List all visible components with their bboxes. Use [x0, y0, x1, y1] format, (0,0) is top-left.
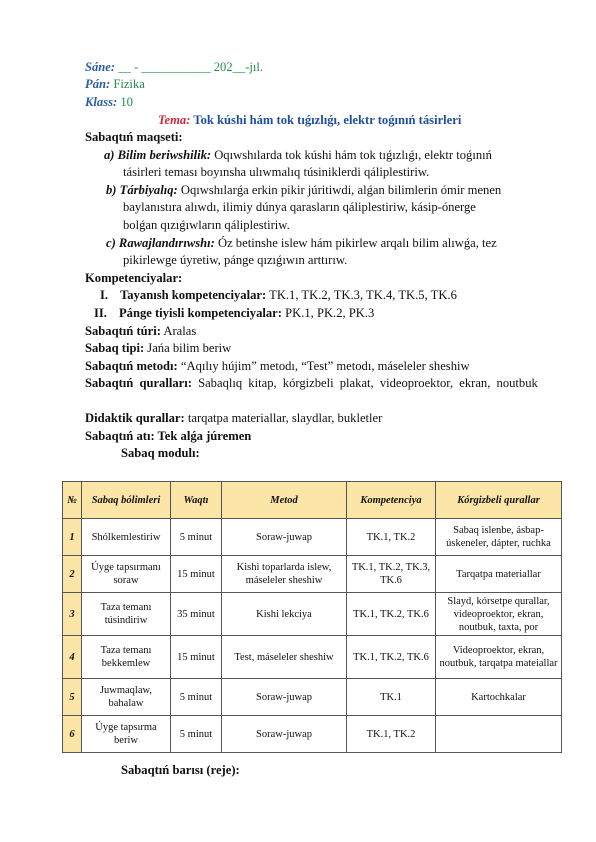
lesson-tools [85, 375, 560, 392]
row-number: 5 [63, 679, 82, 716]
col-header-time: Waqtı [171, 482, 222, 519]
competency-ii [94, 305, 560, 322]
goal-c-label: c) Rawajlandırıwshı: [106, 236, 215, 250]
date-label: Sáne: [85, 60, 116, 74]
col-header-method: Metod [222, 482, 347, 519]
date-value: __ - ___________ 202__-jıl. [115, 60, 264, 74]
goal-a-text-2: tásirleri teması boyınsha ulıwmalıq túsiniklerdi qáliplestiriw. [123, 165, 430, 179]
table-row [63, 519, 562, 556]
table-header-row [63, 482, 562, 519]
col-header-visual-aids: Kórgizbeli qurallar [436, 482, 562, 519]
row-competency: TK.1, TK.2 [347, 519, 436, 556]
table-row [63, 679, 562, 716]
goals-title: Sabaqtıń maqseti: [85, 130, 183, 144]
topic-value: Tok kúshi hám tok tıǵızlıǵı, elektr toǵınıń tásirleri [190, 113, 462, 127]
competency-i [100, 287, 560, 304]
table-row [63, 716, 562, 753]
class-line [85, 94, 560, 111]
goal-c-text-1: Óz betinshe islew hám pikirlew arqalı bilim alıwǵa, tez [214, 236, 497, 250]
row-number: 4 [63, 636, 82, 679]
competency-i-number: I. [100, 288, 109, 302]
row-visual-aids: Tarqatpa materiallar [436, 556, 562, 593]
row-number: 3 [63, 593, 82, 636]
date-line [85, 59, 560, 76]
goal-b-line1 [106, 182, 560, 199]
row-visual-aids [436, 716, 562, 753]
lesson-type [85, 323, 560, 340]
goal-a-text-1: Oqıwshılarda tok kúshi hám tok tıǵızlıǵı, elektr toǵınıń [211, 148, 492, 162]
subject-line [85, 76, 560, 93]
subject-value: Fizika [110, 77, 145, 91]
lesson-tools-value: Sabaqlıq kitap, kórgizbeli plakat, videoproektor, ekran, noutbuk [191, 376, 538, 390]
row-section: Juwmaqlaw, bahalaw [82, 679, 171, 716]
row-number: 2 [63, 556, 82, 593]
competency-i-title: Tayanısh kompetenciyalar: [120, 288, 267, 302]
goal-c-line1 [106, 235, 560, 252]
col-header-number: № [63, 482, 82, 519]
lesson-motto: Sabaqtıń atı: Tek alǵa júremen [85, 429, 252, 443]
topic-line [158, 112, 560, 129]
class-value: 10 [117, 95, 133, 109]
didactic-tools-value: tarqatpa materiallar, slaydlar, bukletler [184, 411, 383, 425]
lesson-tools-label: Sabaqtıń quralları: [85, 376, 192, 390]
didactic-tools [85, 410, 560, 427]
row-method: Test, máseleler sheshiw [222, 636, 347, 679]
lesson-module-table [62, 481, 562, 753]
row-section: Úyge tapsırma beriw [82, 716, 171, 753]
goal-b-text-1: Oqıwshılarǵa erkin pikir júritiwdi, alǵan bilimlerin ómir menen [177, 183, 502, 197]
goal-a-label: a) Bilim beriwshilik: [104, 148, 212, 162]
module-title: Sabaq modulı: [121, 446, 200, 460]
competency-ii-value: PK.1, PK.2, PK.3 [281, 306, 375, 320]
row-time: 15 minut [171, 556, 222, 593]
row-visual-aids: Videoproektor, ekran, noutbuk, tarqatpa mateiallar [436, 636, 562, 679]
row-method: Kishi lekciya [222, 593, 347, 636]
lesson-kind-label: Sabaq tipi: [85, 341, 145, 355]
row-time: 15 minut [171, 636, 222, 679]
lesson-kind-value: Jańa bilim beriw [144, 341, 232, 355]
row-time: 5 minut [171, 679, 222, 716]
row-number: 1 [63, 519, 82, 556]
topic-label: Tema: [158, 113, 191, 127]
lesson-kind [85, 340, 560, 357]
row-competency: TK.1, TK.2, TK.6 [347, 636, 436, 679]
row-time: 5 minut [171, 716, 222, 753]
lesson-method-label: Sabaqtıń metodı: [85, 359, 178, 373]
row-time: 5 minut [171, 519, 222, 556]
subject-label: Pán: [85, 77, 111, 91]
row-competency: TK.1, TK.2, TK.6 [347, 593, 436, 636]
lesson-progress-title: Sabaqtıń barısı (reje): [121, 763, 240, 777]
lesson-method [85, 358, 560, 375]
row-section: Úyge tapsırmanı soraw [82, 556, 171, 593]
row-section: Taza temanı túsindiriw [82, 593, 171, 636]
row-method: Soraw-juwap [222, 519, 347, 556]
row-competency: TK.1 [347, 679, 436, 716]
col-header-section: Sabaq bólimleri [82, 482, 171, 519]
lesson-type-value: Aralas [160, 324, 197, 338]
col-header-competency: Kompetenciya [347, 482, 436, 519]
row-number: 6 [63, 716, 82, 753]
row-visual-aids: Slayd, kórsetpe qurallar, videoproektor, ekran, noutbuk, taxta, por [436, 593, 562, 636]
row-section: Taza temanı bekkemlew [82, 636, 171, 679]
competencies-title: Kompetenciyalar: [85, 271, 183, 285]
competency-i-value: TK.1, TK.2, TK.3, TK.4, TK.5, TK.6 [266, 288, 457, 302]
row-method: Soraw-juwap [222, 716, 347, 753]
goal-b-text-3: bolǵan qızıǵıwların qáliplestiriw. [123, 218, 290, 232]
row-visual-aids: Sabaq islenbe, ásbap-úskeneler, dápter, ruchka [436, 519, 562, 556]
table-row [63, 556, 562, 593]
row-method: Kishi toparlarda islew, máseleler sheshiw [222, 556, 347, 593]
goal-b-text-2: baylanıstıra alıwdı, ilimiy dúnya qarasların qáliplestiriw, kásip-ónerge [123, 200, 476, 214]
goal-a-line1 [104, 147, 560, 164]
competency-ii-number: II. [94, 306, 107, 320]
class-label: Klass: [85, 95, 118, 109]
row-method: Soraw-juwap [222, 679, 347, 716]
lesson-type-label: Sabaqtıń túri: [85, 324, 161, 338]
competency-ii-title: Pánge tiyisli kompetenciyalar: [118, 306, 282, 320]
lesson-method-value: “Aqılıy hújim” metodı, “Test” metodı, máseleler sheshiw [177, 359, 470, 373]
didactic-tools-label: Didaktik qurallar: [85, 411, 185, 425]
table-row [63, 593, 562, 636]
row-time: 35 minut [171, 593, 222, 636]
table-row [63, 636, 562, 679]
row-section: Shólkemlestiriw [82, 519, 171, 556]
row-competency: TK.1, TK.2 [347, 716, 436, 753]
row-visual-aids: Kartochkalar [436, 679, 562, 716]
row-competency: TK.1, TK.2, TK.3, TK.6 [347, 556, 436, 593]
goal-c-text-2: pikirlewge úyretiw, pánge qızıǵıwın arttırıw. [123, 253, 348, 267]
goal-b-label: b) Tárbiyalıq: [106, 183, 178, 197]
